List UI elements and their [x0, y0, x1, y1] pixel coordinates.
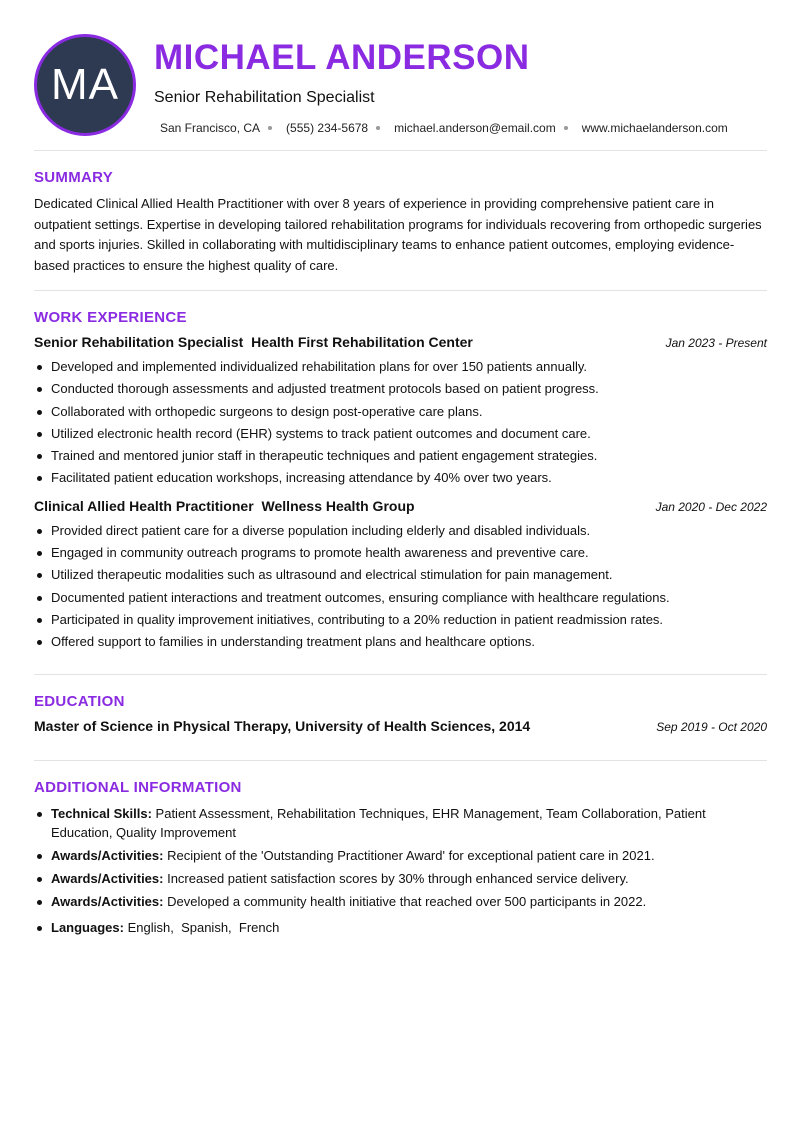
list-item: Provided direct patient care for a diverse population including elderly and disabled individuals. [34, 520, 767, 542]
list-item: Engaged in community outreach programs to promote health awareness and preventive care. [34, 542, 767, 564]
job-dates: Jan 2023 - Present [665, 336, 767, 350]
separator-dot-icon [376, 126, 380, 130]
contact-phone: (555) 234-5678 [286, 121, 369, 135]
avatar [34, 34, 136, 136]
separator-dot-icon [564, 126, 568, 130]
list-item: Collaborated with orthopedic surgeons to design post-operative care plans. [34, 401, 767, 423]
info-label: Awards/Activities: [51, 848, 164, 864]
job-position: Clinical Allied Health Practitioner [34, 497, 254, 514]
list-item [34, 892, 767, 912]
avatar-initials: MA [51, 60, 119, 109]
education-entry [34, 718, 767, 734]
experience-section [34, 291, 767, 654]
info-label: Awards/Activities: [51, 871, 164, 887]
job-title [34, 334, 473, 350]
contact-line [160, 121, 728, 135]
summary-title: SUMMARY [34, 169, 114, 186]
contact-email: michael.anderson@email.com [394, 121, 556, 135]
list-item: Documented patient interactions and treatment outcomes, ensuring compliance with healthcare regulations. [34, 587, 767, 609]
job-header [34, 334, 767, 350]
contact-website: www.michaelanderson.com [581, 121, 728, 135]
list-item [34, 918, 767, 938]
candidate-role: Senior Rehabilitation Specialist [154, 89, 375, 106]
job-header [34, 498, 767, 514]
job-entry [34, 334, 767, 490]
list-item: Developed and implemented individualized rehabilitation plans for over 150 patients annually. [34, 356, 767, 378]
list-item: Utilized therapeutic modalities such as ultrasound and electrical stimulation for pain management. [34, 564, 767, 586]
resume-header [34, 34, 767, 150]
additional-section [34, 761, 767, 938]
info-text: Developed a community health initiative that reached over 500 participants in 2022. [167, 894, 647, 910]
list-item: Trained and mentored junior staff in therapeutic techniques and patient engagement strategies. [34, 445, 767, 467]
additional-list [34, 804, 767, 938]
job-entry [34, 498, 767, 654]
job-company: Wellness Health Group [261, 497, 415, 514]
list-item: Facilitated patient education workshops, increasing attendance by 40% over two years. [34, 467, 767, 489]
job-position: Senior Rehabilitation Specialist [34, 334, 244, 350]
summary-text: Dedicated Clinical Allied Health Practitioner with over 8 years of experience in providing comprehensive patient care in outpatient settings. Expertise in developing tailored rehabilitation programs for individuals recovering from orthopedic surgeries and sports injuries. Skilled in collaborating with multidisciplinary teams to enhance patient outcomes, employing evidence-based practices to ensure the highest quality of care. [34, 196, 762, 273]
additional-title: ADDITIONAL INFORMATION [34, 778, 242, 796]
info-text: Recipient of the 'Outstanding Practitioner Award' for exceptional patient care in 2021. [167, 848, 655, 864]
education-title: EDUCATION [34, 692, 125, 710]
job-bullets [34, 356, 767, 490]
experience-title: WORK EXPERIENCE [34, 309, 187, 326]
info-label: Technical Skills: [51, 805, 152, 821]
info-label: Languages: [51, 919, 124, 935]
education-degree: Master of Science in Physical Therapy, University of Health Sciences, 2014 [34, 717, 531, 734]
info-text: Patient Assessment, Rehabilitation Techniques, EHR Management, Team Collaboration, Patient Education, Quality Improvement [51, 805, 706, 841]
list-item: Offered support to families in understanding treatment plans and healthcare options. [34, 631, 767, 653]
separator-dot-icon [268, 126, 272, 130]
list-item: Utilized electronic health record (EHR) systems to track patient outcomes and document care. [34, 423, 767, 445]
job-dates: Jan 2020 - Dec 2022 [655, 499, 767, 514]
education-dates: Sep 2019 - Oct 2020 [656, 719, 767, 734]
list-item [34, 869, 767, 889]
info-text: Increased patient satisfaction scores by 30% through enhanced service delivery. [167, 871, 629, 887]
info-label: Awards/Activities: [51, 894, 164, 910]
list-item [34, 804, 767, 843]
summary-section [34, 151, 767, 276]
education-section [34, 675, 767, 734]
list-item [34, 846, 767, 866]
candidate-name: MICHAEL ANDERSON [154, 38, 530, 77]
list-item: Participated in quality improvement initiatives, contributing to a 20% reduction in patient readmission rates. [34, 609, 767, 631]
list-item: Conducted thorough assessments and adjusted treatment protocols based on patient progress. [34, 378, 767, 400]
job-title [34, 498, 415, 514]
contact-location: San Francisco, CA [160, 121, 261, 135]
job-bullets [34, 520, 767, 654]
info-text: English, Spanish, French [127, 919, 280, 935]
job-company: Health First Rehabilitation Center [251, 334, 473, 350]
